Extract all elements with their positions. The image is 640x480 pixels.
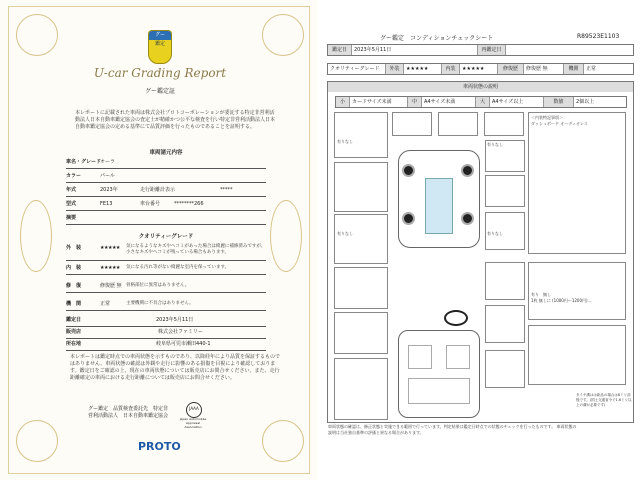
badge-line1: グー (149, 31, 171, 40)
chassis-key: 車台番号 (140, 201, 161, 207)
comment-box-left-6 (334, 358, 388, 420)
interior-desc: 気になる汚れ等がない綺麗な室内を保っています。 (126, 265, 230, 270)
mileage-value: ***** (220, 187, 233, 193)
repair-key: 修 復 (66, 283, 82, 289)
sheet-title: グー鑑定 コンディションチェックシート (380, 35, 494, 42)
comment-box-left-3 (334, 214, 388, 264)
mileage-key: 走行距離計表示 (140, 187, 176, 193)
quality-row-exterior (66, 242, 266, 261)
car-interior-diagram (398, 330, 480, 418)
color-key: カラー (66, 173, 82, 179)
quality-row-mechanical (66, 298, 266, 311)
sheet-id: R89523E1103 (577, 33, 620, 40)
mech-value: 正常 (586, 66, 597, 72)
size-large-value: A4サイズ以上 (490, 97, 544, 107)
side-ornament-left (20, 200, 52, 272)
dealer-value: 株式会社ファミリー (158, 329, 203, 335)
size-mid-value: A4サイズ未満 (422, 97, 476, 107)
ext-stars: ★★★★★ (404, 64, 442, 74)
certificate-footer-note: 本レポートは鑑定時点での車両状態を示すものであり、以降経年により品質を保証するものではありません。車両状態の確認は外観や走行に影響のある損傷を目視により確認しております。鑑定日をご確認の上、現在の車両状態については販売店にお問合せください。また、走行距離確定の車両における走行距離については販売店にお問合せください。 (70, 354, 281, 381)
mech-label: 機関 (564, 64, 584, 74)
size-legend-row (335, 96, 627, 108)
right-small-label-2: 1枚 無しに (1000円〜1200円)… (531, 298, 592, 303)
comment-box-left-1 (334, 112, 388, 158)
count-label: 数値 (544, 97, 574, 107)
size-small-label: 小 (336, 97, 350, 107)
comment-box-top-3 (484, 112, 524, 136)
certificate-panel (0, 0, 318, 480)
goo-badge-icon (148, 30, 172, 64)
date-label: 鑑定日 (328, 45, 352, 55)
int-label: 内装 (442, 64, 460, 74)
interior-key: 内 装 (66, 265, 82, 271)
spec-row-color (66, 170, 266, 183)
corner-ornament-br (262, 420, 304, 462)
proto-logo: PROTO (138, 440, 181, 453)
quality-row-interior (66, 262, 266, 275)
size-small-value: カードサイズ未満 (350, 97, 408, 107)
mech-desc: 主要機関に不具合はありません。 (126, 301, 194, 306)
comment-box-right-4 (485, 262, 525, 300)
corner-ornament-tl (16, 14, 58, 56)
comment-box-right-2 (485, 175, 525, 207)
color-value: パール (100, 173, 115, 179)
spec-section-title: 車両諸元内容 (149, 150, 183, 156)
spec-row-model (66, 156, 266, 169)
spec-row-year (66, 184, 266, 197)
report-title: U-car Grading Report (93, 66, 227, 80)
chassis-value: ********266 (174, 201, 204, 207)
comment-box-left-4 (334, 267, 388, 309)
comment-box-top-1 (392, 112, 432, 136)
repair-label: 修復歴 (498, 64, 524, 74)
wheel-rear-right-icon (461, 212, 474, 225)
model-value: オーラ (100, 159, 116, 165)
left-label-2: 有りなし (337, 231, 353, 236)
reappraisal-label: 再鑑定日 (478, 45, 506, 55)
steering-wheel-icon (444, 310, 468, 326)
wheel-rear-left-icon (402, 212, 415, 225)
remarks-key: 摘要 (66, 215, 77, 221)
grade-row (327, 63, 634, 75)
year-value: 2023年 (100, 187, 118, 193)
comment-box-right-6 (485, 350, 525, 388)
model-key: 車名・グレード (66, 159, 102, 165)
right-label-1: 有りなし (487, 142, 503, 147)
wheel-front-right-icon (461, 164, 474, 177)
repair-desc: 骨格部位に異常はありません。 (126, 283, 190, 288)
seat-front-left (408, 345, 432, 369)
mech-value: 正常 (100, 301, 111, 307)
repair-value: 修復歴 無 (524, 64, 564, 74)
seat-front-right (446, 345, 470, 369)
date-value: 2023年5月11日 (156, 317, 194, 323)
spec-row-remarks (66, 212, 266, 225)
state-title: 車両状態の説明 (328, 82, 633, 92)
exterior-stars: ★★★★★ (100, 245, 120, 251)
address-key: 所在地 (66, 341, 82, 347)
count-value: 2個以上 (576, 99, 595, 105)
side-ornament-right (270, 200, 302, 272)
badge-line2: 鑑定 (154, 41, 165, 47)
right-note-box-3 (528, 325, 626, 385)
type-value: FE13 (100, 201, 113, 207)
right-small-label: 有り 無し (531, 292, 551, 297)
exterior-key: 外 装 (66, 245, 82, 251)
comment-box-right-5 (485, 305, 525, 343)
exterior-desc: 気になるようなキズやヘコミがあった場合は綺麗に補修済みですが、小さなキズやヘコミが残っている場合もあります。 (126, 244, 266, 255)
tire-side-note: タイヤ溝はは新品の場合は8ミリ前後です。(国土交通省令で1.6ミリ以上の溝が必要です) (576, 393, 632, 407)
comment-box-left-5 (334, 312, 388, 354)
spec-row-type (66, 198, 266, 211)
jaaa-text: JAAA (189, 406, 199, 411)
quality-row-repair (66, 280, 266, 293)
corner-ornament-bl (16, 420, 58, 462)
date-key: 鑑定日 (66, 317, 82, 323)
seat-rear (408, 378, 470, 404)
row-address (66, 338, 266, 351)
date-value: 2023年5月11日 (352, 45, 478, 55)
sheet-bottom-note: 車両状態の確認は、修正状態と実施できる範囲で行っています。判定結果は鑑定日時点での状態のチェックを行ったものです。 車両状態の説明は当社独自基準の評価と異なる場合があります。 (328, 424, 577, 435)
right-label-2: 有りなし (487, 231, 503, 236)
certificate-name: グー鑑定証 (144, 88, 175, 95)
type-key: 型式 (66, 201, 77, 207)
year-key: 年式 (66, 187, 77, 193)
quality-grade-title: クオリティーグレード (138, 234, 194, 240)
size-mid-label: 中 (408, 97, 422, 107)
dealer-key: 販売店 (66, 329, 82, 335)
comment-box-left-2 (334, 162, 388, 212)
right-note-box-2 (528, 262, 626, 320)
repair-value: 修復歴 無 (100, 283, 122, 289)
grade-label: クオリティーグレード (328, 64, 386, 74)
ext-label: 外装 (386, 64, 404, 74)
wheel-front-left-icon (402, 164, 415, 177)
comment-box-top-2 (438, 112, 478, 136)
interior-note-box (528, 112, 626, 254)
left-label-1: 有りなし (337, 139, 353, 144)
corner-ornament-tr (262, 14, 304, 56)
car-roof-glass (425, 178, 453, 234)
association-name: グー鑑定 品質検査委託先 特定非営利活動法人 日本自動車鑑定協会 (88, 406, 169, 419)
address-value: 岐阜県可児市瀬田440-1 (156, 341, 211, 347)
date-row (327, 44, 634, 56)
interior-note-body: ダッシュボード オーディオレス (531, 121, 588, 126)
interior-stars: ★★★★★ (100, 265, 120, 271)
int-stars: ★★★★★ (460, 64, 498, 74)
interior-note-title: ＜内装特記事項＞ (531, 115, 563, 120)
size-large-label: 大 (476, 97, 490, 107)
certificate-intro: 本レポートに記載された車両は株式会社プロトコーポレーションが委託する特定非営利活動法人日本自動車鑑定協会の査定士が精確かつ公平な検査を行い特定非営利活動法人日本自動車鑑定協会の定める基準にて品質評価を行ったものであることを証明する。 (75, 110, 276, 130)
jaaa-subtext: Japan Automobile Appraisal Association (179, 417, 207, 429)
mech-key: 機 関 (66, 301, 82, 307)
